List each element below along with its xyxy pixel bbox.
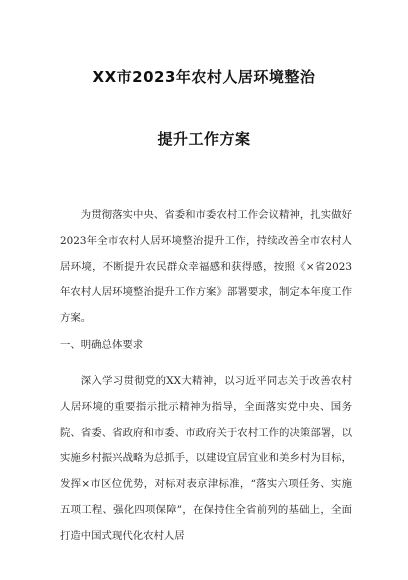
section-heading: 一、明确总体要求	[60, 339, 144, 351]
section-paragraph: 深入学习贯彻党的XX大精神，以习近平同志关于改善农村人居环境的重要指示批示精神为指导，全面落实党中央、国务院、省委、省政府和市委、市政府关于农村工作的决策部署，以实施乡村振兴战略为总抓手，以建设宜居宜业和美乡村为目标，发挥×市区位优势，对标对表京津标准，“落实六项任务、实施五项工程、强化四项保障”，在保持住全省前列的基础上，全面打造中国式现代化农村人居	[60, 375, 352, 542]
intro-paragraph: 为贯彻落实中央、省委和市委农村工作会议精神，扎实做好2023年全市农村人居环境整治提升工作，持续改善全市农村人居环境，不断提升农民群众幸福感和获得感，按照《×省2023年农村人居环境整治提升工作方案》部署要求，制定本年度工作方案。	[60, 209, 352, 325]
document-title-line-2: 提升工作方案	[157, 130, 251, 148]
document-title-line-1: XX市2023年农村人居环境整治	[92, 68, 316, 86]
